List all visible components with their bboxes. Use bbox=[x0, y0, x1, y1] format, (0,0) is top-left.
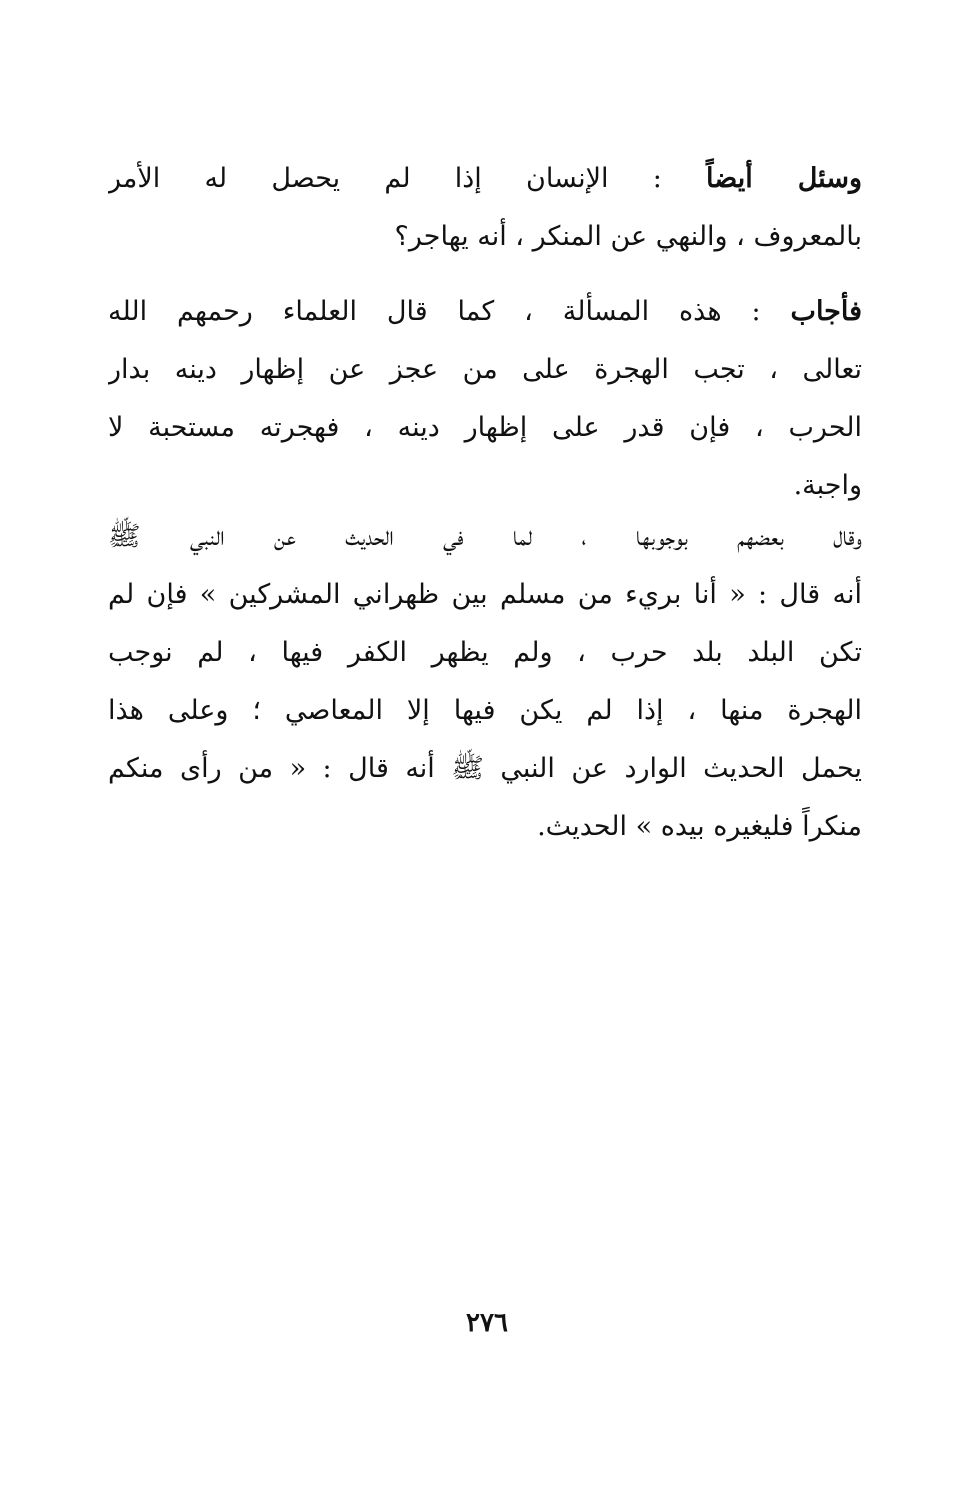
paragraph-line: وقال بعضهم بوجوبها ، لما في الحديث عن النبي ﷺ bbox=[108, 521, 862, 552]
paragraph-line bbox=[108, 283, 862, 341]
page-number: ٢٧٦ bbox=[466, 1308, 508, 1338]
paragraph-line: تكن البلد بلد حرب ، ولم يظهر الكفر فيها ، لم نوجب bbox=[108, 637, 862, 668]
paragraph-line: الهجرة منها ، إذا لم يكن فيها إلا المعاصي ؛ وعلى هذا bbox=[108, 695, 862, 726]
paragraph-line: تعالى ، تجب الهجرة على من عجز عن إظهار دينه بدار bbox=[108, 354, 862, 385]
paragraph-line: منكراً فليغيره بيده » الحديث. bbox=[537, 811, 862, 842]
paragraph-line: الحرب ، فإن قدر على إظهار دينه ، فهجرته مستحبة لا bbox=[108, 412, 862, 443]
paragraph-line: أنه قال : « أنا بريء من مسلم بين ظهراني المشركين » فإن لم bbox=[108, 579, 862, 610]
question-lead: وسئل أيضاً bbox=[706, 163, 862, 194]
paragraph-line bbox=[108, 150, 862, 208]
paragraph-line: واجبة. bbox=[793, 470, 862, 501]
paragraph-opinion bbox=[108, 508, 862, 856]
paragraph-answer bbox=[108, 283, 862, 515]
line-text: : هذه المسألة ، كما قال العلماء رحمهم الله bbox=[108, 296, 791, 327]
answer-lead: فأجاب bbox=[790, 296, 862, 327]
line-text: : الإنسان إذا لم يحصل له الأمر bbox=[108, 163, 707, 194]
paragraph-question bbox=[108, 150, 862, 266]
paragraph-line: يحمل الحديث الوارد عن النبي ﷺ أنه قال : « من رأى منكم bbox=[108, 753, 862, 784]
paragraph-line: بالمعروف ، والنهي عن المنكر ، أنه يهاجر؟ bbox=[394, 221, 862, 252]
